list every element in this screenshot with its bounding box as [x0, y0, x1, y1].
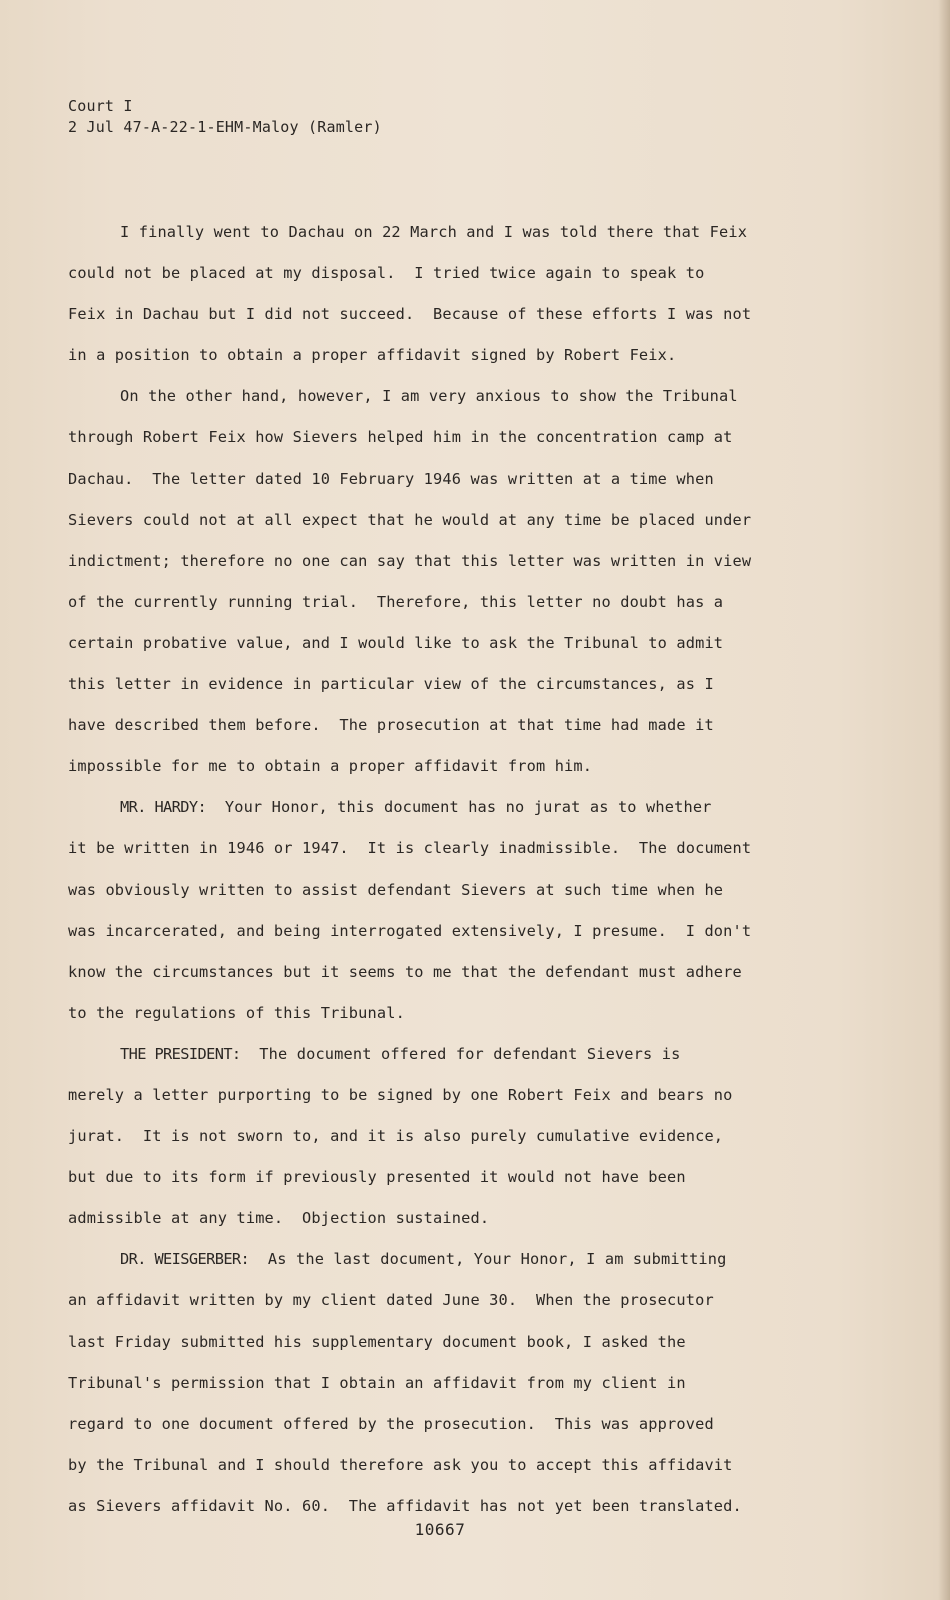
speaker-text: Your Honor, this document has no jurat as to whether — [224, 798, 712, 817]
transcript-line: Sievers could not at all expect that he would at any time be placed under — [68, 510, 752, 529]
transcript-line: through Robert Feix how Sievers helped him in the concentration camp at — [68, 428, 733, 447]
transcript-line: in a position to obtain a proper affidavit signed by Robert Feix. — [68, 346, 677, 365]
transcript-line: impossible for me to obtain a proper affidavit from him. — [68, 757, 593, 776]
transcript-line: but due to its form if previously presented it would not have been — [68, 1168, 686, 1187]
speaker-label: THE PRESIDENT: — [120, 1044, 241, 1063]
transcript-line: merely a letter purporting to be signed by one Robert Feix and bears no — [68, 1085, 733, 1104]
transcript-line: to the regulations of this Tribunal. — [68, 1003, 405, 1022]
speaker-text: As the last document, Your Honor, I am submitting — [267, 1250, 727, 1269]
court-label: Court I — [68, 97, 133, 115]
transcript-line: it be written in 1946 or 1947. It is clearly inadmissible. The document — [68, 839, 752, 858]
transcript-line: indictment; therefore no one can say that this letter was written in view — [68, 551, 752, 570]
transcript-line: of the currently running trial. Therefore, this letter no doubt has a — [68, 592, 724, 611]
transcript-line: Dachau. The letter dated 10 February 1946 was written at a time when — [68, 469, 714, 488]
transcript-line: know the circumstances but it seems to me that the defendant must adhere — [68, 962, 742, 981]
transcript-line: certain probative value, and I would like to ask the Tribunal to admit — [68, 633, 724, 652]
transcript-line: last Friday submitted his supplementary document book, I asked the — [68, 1332, 686, 1351]
transcript-line: have described them before. The prosecution at that time had made it — [68, 716, 714, 735]
transcript-line: was incarcerated, and being interrogated extensively, I presume. I don't — [68, 921, 752, 940]
page-number: 10667 — [414, 1520, 466, 1539]
transcript-line: I finally went to Dachau on 22 March and I was told there that Feix — [120, 223, 748, 241]
transcript-line: by the Tribunal and I should therefore ask you to accept this affidavit — [68, 1455, 733, 1474]
transcript-line: could not be placed at my disposal. I tried twice again to speak to — [68, 264, 705, 283]
speaker-text: The document offered for defendant Sievers is — [259, 1044, 681, 1063]
transcript-line: this letter in evidence in particular view of the circumstances, as I — [68, 675, 714, 694]
document-header — [68, 96, 382, 138]
speaker-label: MR. HARDY: — [120, 798, 207, 817]
page-edge — [938, 0, 950, 1600]
transcript-line: jurat. It is not sworn to, and it is also purely cumulative evidence, — [68, 1127, 724, 1146]
transcript-line: regard to one document offered by the prosecution. This was approved — [68, 1414, 714, 1433]
transcript-body — [68, 212, 828, 1527]
transcript-line: as Sievers affidavit No. 60. The affidavit has not yet been translated. — [68, 1496, 742, 1515]
transcript-line: was obviously written to assist defendant Sievers at such time when he — [68, 880, 724, 899]
transcript-line: On the other hand, however, I am very anxious to show the Tribunal — [120, 387, 738, 406]
transcript-line — [68, 1239, 828, 1280]
transcript-line — [68, 787, 828, 828]
transcript-line: admissible at any time. Objection sustained. — [68, 1209, 490, 1228]
transcript-line: Feix in Dachau but I did not succeed. Because of these efforts I was not — [68, 305, 752, 324]
speaker-label: DR. WEISGERBER: — [120, 1250, 250, 1269]
transcript-line: Tribunal's permission that I obtain an affidavit from my client in — [68, 1373, 686, 1392]
transcript-line: an affidavit written by my client dated June 30. When the prosecutor — [68, 1291, 714, 1310]
transcript-line — [68, 1034, 828, 1075]
transcript-reference: 2 Jul 47-A-22-1-EHM-Maloy (Ramler) — [68, 118, 382, 136]
